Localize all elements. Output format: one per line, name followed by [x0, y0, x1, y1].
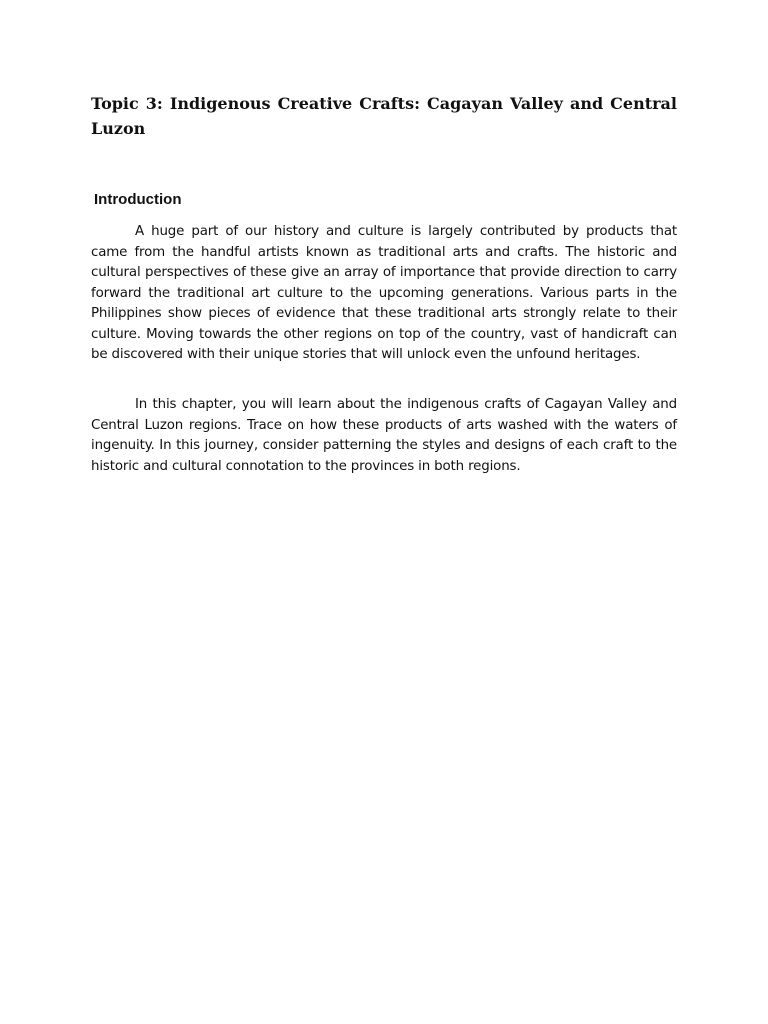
page-title: Topic 3: Indigenous Creative Crafts: Cagayan Valley and Central Luzon: [91, 94, 677, 138]
introduction-paragraph-1: A huge part of our history and culture is largely contributed by products that came from the handful artists known as traditional arts and crafts. The historic and cultural perspectives of these give an array of importance that provide direction to carry forward the traditional art culture to the upcoming generations. Various parts in the Philippines show pieces of evidence that these traditional arts strongly relate to their culture. Moving towards the other regions on top of the country, vast of handicraft can be discovered with their unique stories that will unlock even the unfound heritages.: [91, 224, 677, 362]
introduction-paragraph-2: In this chapter, you will learn about the indigenous crafts of Cagayan Valley and Central Luzon regions. Trace on how these products of arts washed with the waters of ingenuity. In this journey, consider patterning the styles and designs of each craft to the historic and cultural connotation to the provinces in both regions.: [91, 397, 677, 474]
section-heading-introduction: Introduction: [94, 191, 182, 208]
